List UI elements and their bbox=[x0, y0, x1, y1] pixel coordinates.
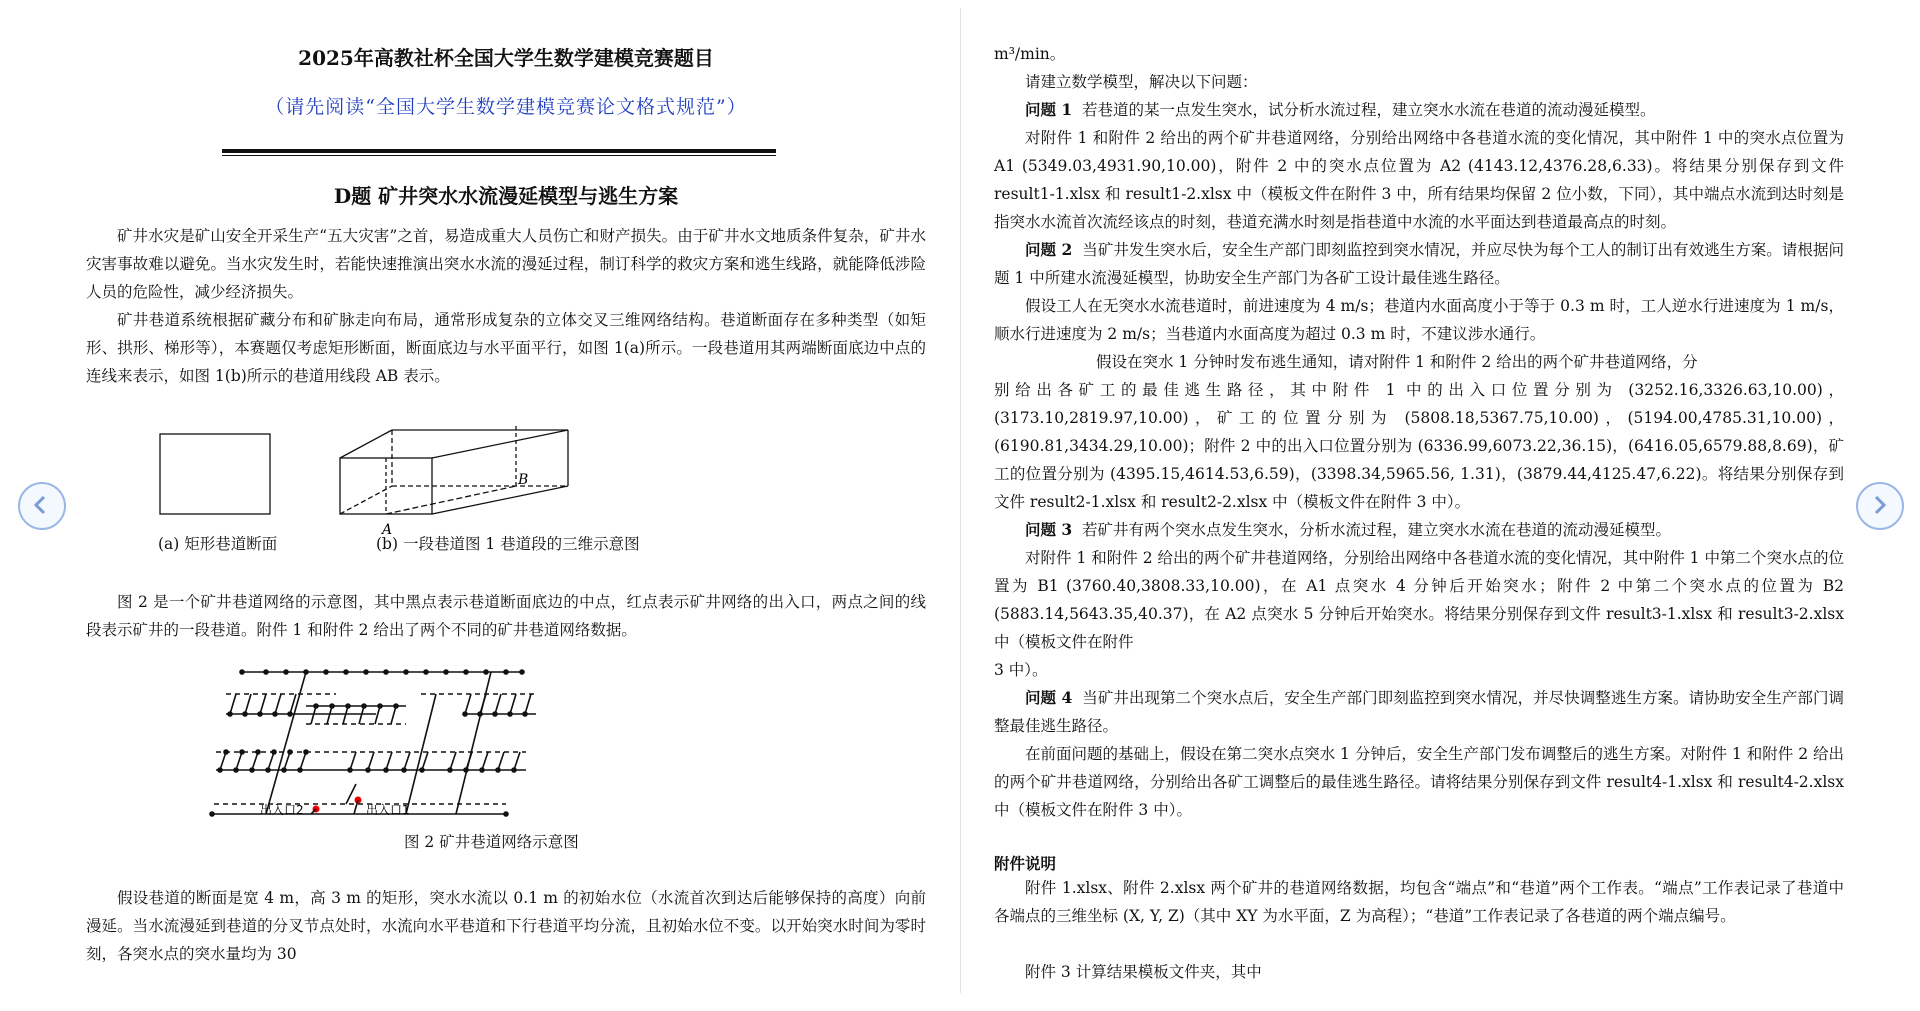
question-1-detail: 对附件 1 和附件 2 给出的两个矿井巷道网络，分别给出网络中各巷道水流的变化情况，其中附件 1 中的突水点位置为 A1 (5349.03,4931.90,10.00)，附件 2 中的突水点位置为 A2 (4143.12,4376.28,6.33)。将结果分别保存到文件 result1-1.xlsx 和 result1-2.xlsx 中（模板文件在附件 3 中，所有结果均保留 2 位小数，下同），其中端点水流到达时刻是指突水水流首次流经该点的时刻，巷道充满水时刻是指巷道中水流的水平面达到巷道最高点的时刻。 bbox=[994, 129, 1844, 231]
tunnel-node bbox=[239, 749, 245, 755]
tunnel-node bbox=[239, 669, 245, 675]
next-page-button[interactable] bbox=[1856, 482, 1904, 530]
tunnel-segment bbox=[368, 752, 374, 770]
tunnel-node bbox=[462, 711, 468, 717]
page-divider bbox=[960, 8, 961, 993]
tunnel-segment bbox=[311, 706, 316, 724]
question-2-assumption: 假设工人在无突水水流巷道时，前进速度为 4 m/s；巷道内水面高度小于等于 0.3 m 时，工人逆水行进速度为 1 m/s，顺水行进速度为 2 m/s；当巷道内水面高度为超过 0.3 m 时，不建议涉水通行。 bbox=[994, 297, 1844, 343]
tunnel-node bbox=[492, 711, 498, 717]
right-page bbox=[994, 0, 1844, 1011]
question-3 bbox=[994, 516, 1844, 544]
tunnel-node bbox=[383, 669, 389, 675]
tunnel-node bbox=[323, 669, 329, 675]
tunnel-node bbox=[217, 767, 223, 773]
tunnel-segment bbox=[386, 752, 392, 770]
tunnel-node bbox=[263, 669, 269, 675]
tunnel-node bbox=[403, 669, 409, 675]
question-3-text: 若矿井有两个突水点发生突水，分析水流过程，建立突水水流在巷道的流动漫延模型。 bbox=[1082, 521, 1672, 539]
figure-1-label-a: (a) 矩形巷道断面 bbox=[158, 535, 278, 553]
tunnel-segment bbox=[327, 706, 332, 724]
tunnel-node bbox=[281, 767, 287, 773]
tunnel-node bbox=[483, 669, 489, 675]
tunnel-node bbox=[345, 703, 351, 709]
paragraph-1: 矿井水灾是矿山安全开采生产“五大灾害”之首，易造成重大人员伤亡和财产损失。由于矿井水文地质条件复杂，矿井水灾害事故难以避免。当水灾发生时，若能快速推演出突水水流的漫延过程，制订科学的救灾方案和逃生线路，就能降低涉险人员的危险性，减少经济损失。 bbox=[86, 227, 926, 301]
tunnel-segment bbox=[406, 694, 436, 814]
tunnel-segment bbox=[343, 706, 348, 724]
appendix-1: 附件 1.xlsx、附件 2.xlsx 两个矿井的巷道网络数据，均包含“端点”和“巷道”两个工作表。“端点”工作表记录了巷道中各端点的三维坐标 (X, Y, Z)（其中 XY 为水平面，Z 为高程）；“巷道”工作表记录了各巷道的两个端点编号。 bbox=[994, 879, 1844, 925]
question-2-text: 当矿井发生突水后，安全生产部门即刻监控到突水情况，并应尽快为每个工人的制订出有效逃生方案。请根据问题 1 中所建水流漫延模型，协助安全生产部门为各矿工设计最佳逃生路径。 bbox=[994, 241, 1844, 287]
question-2 bbox=[994, 236, 1844, 292]
tunnel-node bbox=[363, 669, 369, 675]
question-3-label: 问题 3 bbox=[1025, 520, 1073, 539]
tunnel-node bbox=[377, 703, 383, 709]
question-2-detail-2: 别给出各矿工的最佳逃生路径，其中附件 1 中的出入口位置分别为 (3252.16,3326.63,10.00)，(3173.10,2819.97,10.00)，矿工的位置分别为 (5808.18,5367.75,10.00)，(5194.00,4785.31,10.00)，(6190.81,3434.29,10.00)；附件 2 中的出入口位置分别为 (6336.99,6073.22,36.15)，(6416.05,6579.88,8.69)，矿工的位置分别为 (4395.15,4614.53,6.59)，(3398.34,5965.56, 1.31)，(3879.44,4125.47,6.22)。将结果分别保存到文件 result2-1.xlsx 和 result2-2.xlsx 中（模板文件在附件 3 中）。 bbox=[994, 381, 1844, 511]
exit-label: 出入口2 bbox=[260, 803, 304, 817]
tunnel-node bbox=[303, 749, 309, 755]
tunnel-node bbox=[297, 767, 303, 773]
tunnel-node bbox=[347, 767, 353, 773]
tunnel-segment bbox=[465, 694, 471, 714]
page-title: 2025年高教社杯全国大学生数学建模竞赛题目 bbox=[298, 46, 714, 70]
title-rule bbox=[222, 149, 776, 153]
tunnel-segment bbox=[498, 752, 504, 770]
tunnel-node bbox=[423, 669, 429, 675]
tunnel-segment bbox=[300, 752, 306, 770]
tunnel-node bbox=[271, 749, 277, 755]
page-subtitle: （请先阅读“全国大学生数学建模竞赛论文格式规范”） bbox=[265, 96, 747, 118]
tunnel-segment bbox=[268, 752, 274, 770]
tunnel-node bbox=[463, 669, 469, 675]
tunnel-segment bbox=[450, 752, 456, 770]
question-4-text: 当矿井出现第二个突水点后，安全生产部门即刻监控到突水情况，并尽快调整逃生方案。请协助安全生产部门调整最佳逃生路径。 bbox=[994, 689, 1844, 735]
tunnel-segment bbox=[346, 784, 356, 804]
point-a-label: A bbox=[382, 522, 393, 538]
tunnel-node bbox=[227, 711, 233, 717]
tunnel-node bbox=[272, 711, 278, 717]
tunnel-segment bbox=[514, 752, 520, 770]
tunnel-node bbox=[447, 767, 453, 773]
tunnel-segment bbox=[275, 694, 281, 714]
tunnel-segment bbox=[220, 752, 226, 770]
question-2-label: 问题 2 bbox=[1025, 240, 1073, 259]
tunnel-node bbox=[365, 767, 371, 773]
tunnel-node bbox=[522, 711, 528, 717]
question-1-label: 问题 1 bbox=[1025, 100, 1073, 119]
rect-cross-section bbox=[160, 434, 270, 514]
tunnel-segment bbox=[350, 752, 356, 770]
tunnel-node bbox=[519, 669, 525, 675]
tunnel-node bbox=[283, 669, 289, 675]
unit-line: m³/min。 bbox=[994, 45, 1066, 63]
tunnel-node bbox=[255, 749, 261, 755]
section-title: D题 矿井突水水流漫延模型与逃生方案 bbox=[333, 184, 679, 208]
appendix-heading: 附件说明 bbox=[994, 854, 1057, 873]
chevron-left-icon bbox=[30, 494, 52, 516]
intro-line: 请建立数学模型，解决以下问题： bbox=[1025, 73, 1258, 91]
tunnel-node bbox=[287, 749, 293, 755]
tunnel-node bbox=[479, 767, 485, 773]
tunnel-segment bbox=[245, 694, 251, 714]
question-4-label: 问题 4 bbox=[1025, 688, 1073, 707]
tunnel-node bbox=[233, 767, 239, 773]
tunnel-segment bbox=[284, 752, 290, 770]
tunnel-segment bbox=[482, 752, 488, 770]
tunnel-node bbox=[265, 767, 271, 773]
tunnel-node bbox=[507, 711, 513, 717]
tunnel-node bbox=[329, 703, 335, 709]
figure-2 bbox=[206, 664, 536, 824]
tunnel-segment bbox=[525, 694, 531, 714]
tunnel-segment bbox=[391, 706, 396, 724]
tunnel-node bbox=[443, 669, 449, 675]
question-4 bbox=[994, 684, 1844, 740]
exit-label: 出入口1 bbox=[366, 803, 410, 817]
chevron-right-icon bbox=[1868, 494, 1890, 516]
question-4-detail: 在前面问题的基础上，假设在第二突水点突水 1 分钟后，安全生产部门发布调整后的逃生方案。对附件 1 和附件 2 给出的两个矿井巷道网络，分别给出各矿工调整后的最佳逃生路径。请将结果分别保存到文件 result4-1.xlsx 和 result4-2.xlsx 中（模板文件在附件 3 中）。 bbox=[994, 745, 1844, 819]
tunnel-node bbox=[503, 811, 509, 817]
tunnel-segment bbox=[375, 706, 380, 724]
tunnel-node bbox=[503, 669, 509, 675]
paragraph-3: 图 2 是一个矿井巷道网络的示意图，其中黑点表示巷道断面底边的中点，红点表示矿井网络的出入口，两点之间的线段表示矿井的一段巷道。附件 1 和附件 2 给出了两个不同的矿井巷道网络数据。 bbox=[86, 593, 926, 639]
tunnel-node bbox=[242, 711, 248, 717]
tunnel-segment bbox=[359, 706, 364, 724]
question-3-detail: 对附件 1 和附件 2 给出的两个矿井巷道网络，分别给出网络中各巷道水流的变化情况，其中附件 1 中第二个突水点的位置为 B1 (3760.40,3808.33,10.00)，在 A1 点突水 4 分钟后开始突水；附件 2 中第二个突水点的位置为 B2 (5883.14,5643.35,40.37)，在 A2 点突水 5 分钟后开始突水。将结果分别保存到文件 result3-1.xlsx 和 result3-2.xlsx 中（模板文件在附件 bbox=[994, 549, 1844, 651]
tunnel-node bbox=[343, 669, 349, 675]
tunnel-node bbox=[495, 767, 501, 773]
tunnel-segment bbox=[236, 752, 242, 770]
tunnel-node bbox=[361, 703, 367, 709]
tunnel-node bbox=[313, 703, 319, 709]
question-1-text: 若巷道的某一点发生突水，试分析水流过程，建立突水水流在巷道的流动漫延模型。 bbox=[1082, 101, 1656, 119]
left-page bbox=[86, 0, 926, 1011]
paragraph-2: 矿井巷道系统根据矿藏分布和矿脉走向布局，通常形成复杂的立体交叉三维网络结构。巷道断面存在多种类型（如矩形、拱形、梯形等），本赛题仅考虑矩形断面，断面底边与水平面平行，如图 1(a)所示。一段巷道用其两端断面底边中点的连线来表示，如图 1(b)所示的巷道用线段 AB 表示。 bbox=[86, 311, 926, 385]
tunnel-node bbox=[223, 749, 229, 755]
figure-2-caption: 图 2 矿井巷道网络示意图 bbox=[404, 833, 579, 851]
tunnel-node bbox=[393, 703, 399, 709]
tunnel-node bbox=[209, 811, 215, 817]
tunnel-segment bbox=[422, 752, 428, 770]
tunnel-3d bbox=[340, 426, 568, 514]
question-3-tail: 3 中）。 bbox=[994, 661, 1048, 679]
appendix-3: 附件 3 计算结果模板文件夹，其中 bbox=[1025, 963, 1262, 981]
prev-page-button[interactable] bbox=[18, 482, 66, 530]
point-b-label: B bbox=[518, 472, 529, 488]
tunnel-segment bbox=[510, 694, 516, 714]
question-2-detail-1: 假设在突水 1 分钟时发布逃生通知，请对附件 1 和附件 2 给出的两个矿井巷道网络，分 bbox=[1096, 353, 1698, 371]
tunnel-segment bbox=[260, 694, 266, 714]
figure-1 bbox=[156, 418, 586, 538]
tunnel-segment bbox=[495, 694, 501, 714]
tunnel-node bbox=[419, 767, 425, 773]
tunnel-segment bbox=[404, 752, 410, 770]
paragraph-4: 假设巷道的断面是宽 4 m，高 3 m 的矩形，突水水流以 0.1 m 的初始水位（水流首次到达后能够保持的高度）向前漫延。当水流漫延到巷道的分叉节点处时，水流向水平巷道和下行巷道平均分流，且初始水位不变。以开始突水时间为零时刻，各突水点的突水量均为 30 bbox=[86, 889, 926, 963]
tunnel-segment bbox=[230, 694, 236, 714]
tunnel-node bbox=[401, 767, 407, 773]
tunnel-node bbox=[257, 711, 263, 717]
title-rule-thin bbox=[222, 155, 776, 156]
question-1 bbox=[994, 96, 1844, 124]
tunnel-segment bbox=[252, 752, 258, 770]
tunnel-node bbox=[511, 767, 517, 773]
tunnel-node bbox=[383, 767, 389, 773]
tunnel-node bbox=[287, 711, 293, 717]
tunnel-node bbox=[249, 767, 255, 773]
figure-1-label-b: (b) 一段巷道图 1 巷道段的三维示意图 bbox=[376, 535, 640, 553]
